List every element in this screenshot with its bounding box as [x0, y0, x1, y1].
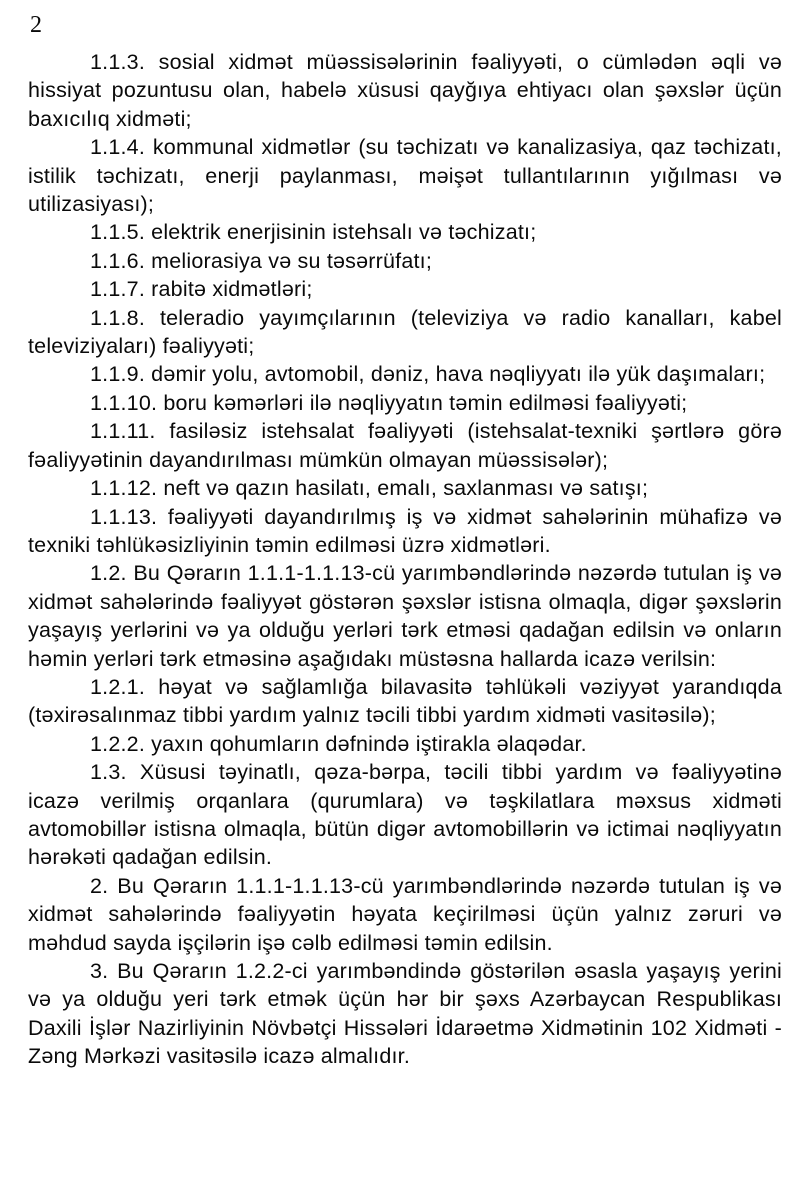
clause-1-2-1: 1.2.1. həyat və sağlamlığa bilavasitə təhlükəli vəziyyət yarandıqda (təxirəsalınmaz tibbi yardım yalnız təcili tibbi yardım xidməti vasitəsilə); [28, 674, 782, 728]
clause-1-1-7: 1.1.7. rabitə xidmətləri; [90, 277, 313, 302]
page-number: 2 [30, 12, 42, 38]
clause-1-1-6: 1.1.6. meliorasiya və su təsərrüfatı; [90, 248, 432, 273]
clause-1-1-4: 1.1.4. kommunal xidmətlər (su təchizatı və kanalizasiya, qaz təchizatı, istilik təchizatı, enerji paylanması, məişət tullantılarının yığılması və utilizasiyası); [28, 135, 782, 217]
clause-1-3: 1.3. Xüsusi təyinatlı, qəza-bərpa, təcili tibbi yardım və fəaliyyətinə icazə verilmiş orqanlara (qurumlara) və təşkilatlara məxsus xidməti avtomobillər istisna olmaqla, bütün digər avtomobillərin və ictimai nəqliyyatın hərəkəti qadağan edilsin. [28, 760, 782, 870]
clause-2: 2. Bu Qərarın 1.1.1-1.1.13-cü yarımbəndlərində nəzərdə tutulan iş və xidmət sahələrində fəaliyyətin həyata keçirilməsi üçün yalnız zəruri və məhdud sayda işçilərin işə cəlb edilməsi təmin edilsin. [28, 873, 782, 955]
clause-1-2-2: 1.2.2. yaxın qohumların dəfnində iştirakla əlaqədar. [90, 731, 587, 756]
clause-1-1-13: 1.1.13. fəaliyyəti dayandırılmış iş və xidmət sahələrinin mühafizə və texniki təhlükəsizliyinin təmin edilməsi üzrə xidmətləri. [28, 504, 782, 557]
clause-1-1-9: 1.1.9. dəmir yolu, avtomobil, dəniz, hava nəqliyyatı ilə yük daşımaları; [90, 362, 766, 387]
clause-3: 3. Bu Qərarın 1.2.2-ci yarımbəndində göstərilən əsasla yaşayış yerini və ya olduğu yeri tərk etmək üçün hər bir şəxs Azərbaycan Respublikası Daxili İşlər Nazirliyinin Növbətçi Hissələri İdarəetmə Xidmətinin 102 Xidməti - Zəng Mərkəzi vasitəsilə icazə almalıdır. [28, 959, 782, 1069]
clause-1-1-11: 1.1.11. fasiləsiz istehsalat fəaliyyəti (istehsalat-texniki şərtlərə görə fəaliyyətinin dayandırılması mümkün olmayan müəssisələr); [28, 419, 782, 472]
clause-1-1-8: 1.1.8. teleradio yayımçılarının (televiziya və radio kanalları, kabel televiziyaları) fəaliyyəti; [28, 305, 782, 359]
clause-1-1-3: 1.1.3. sosial xidmət müəssisələrinin fəaliyyəti, o cümlədən əqli və hissiyat pozuntusu olan, habelə xüsusi qayğıya ehtiyacı olan şəxslər üçün baxıcılıq xidməti; [28, 50, 782, 131]
clause-1-2: 1.2. Bu Qərarın 1.1.1-1.1.13-cü yarımbəndlərində nəzərdə tutulan iş və xidmət sahələrində fəaliyyət göstərən şəxslər istisna olmaqla, digər şəxslərin yaşayış yerlərini və ya olduğu yerləri tərk etməsi qadağan edilsin və onların həmin yerləri tərk etməsinə aşağıdakı müstəsna hallarda icazə verilsin: [28, 561, 782, 671]
clause-1-1-5: 1.1.5. elektrik enerjisinin istehsalı və təchizatı; [90, 220, 537, 245]
clause-1-1-12: 1.1.12. neft və qazın hasilatı, emalı, saxlanması və satışı; [90, 476, 649, 501]
clause-1-1-10: 1.1.10. boru kəmərləri ilə nəqliyyatın təmin edilməsi fəaliyyəti; [90, 390, 688, 415]
document-body [28, 48, 782, 1071]
